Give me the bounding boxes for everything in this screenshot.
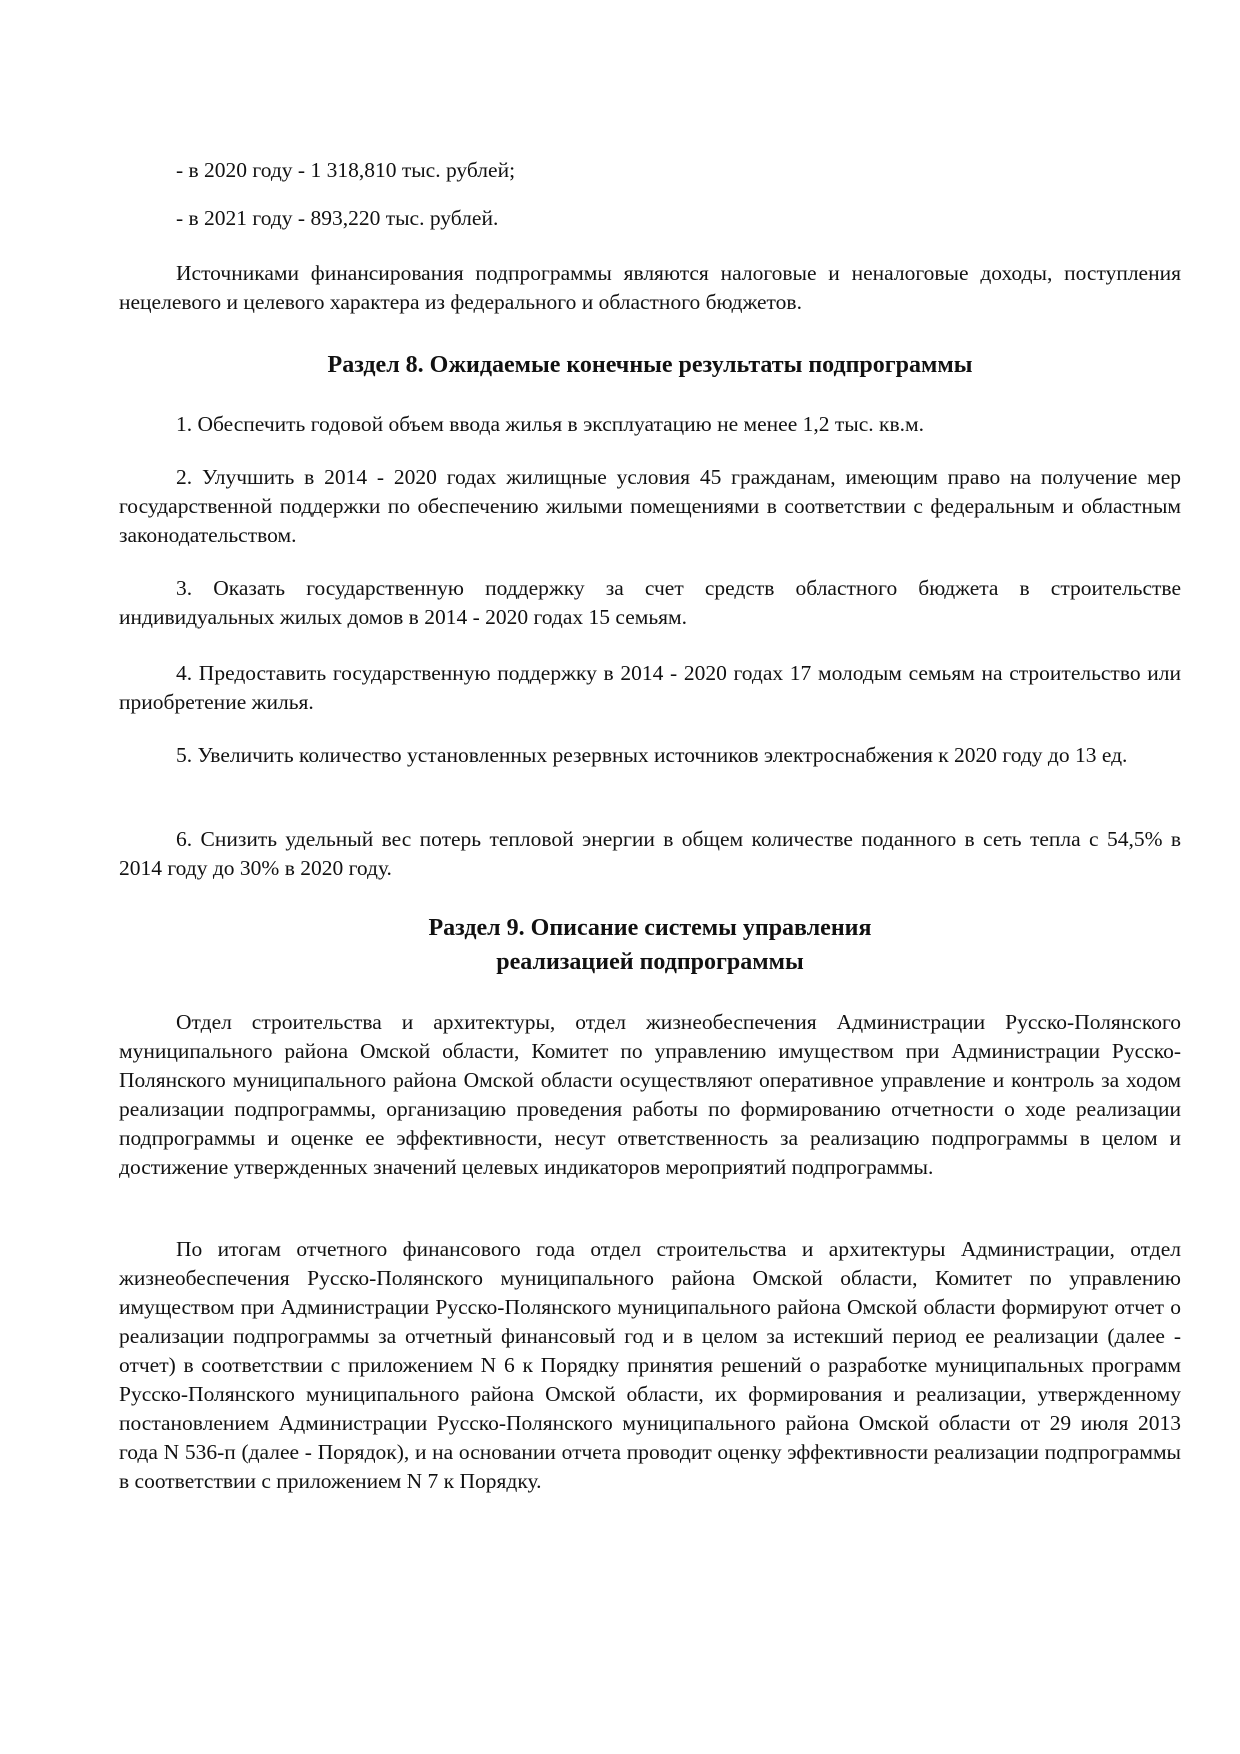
result-item-3: 3. Оказать государственную поддержку за счет средств областного бюджета в строительстве индивидуальных жилых домов в 2014 - 2020 годах 15 семьям. [119,576,1181,629]
section-8-heading: Раздел 8. Ожидаемые конечные результаты подпрограммы [327,352,973,378]
result-item-5: 5. Увеличить количество установленных резервных источников электроснабжения к 2020 году до 13 ед. [176,743,1128,767]
result-item-4: 4. Предоставить государственную поддержку в 2014 - 2020 годах 17 молодым семьям на строительство или приобретение жилья. [119,661,1181,714]
funding-2020: - в 2020 году - 1 318,810 тыс. рублей; [176,158,516,182]
funding-2021: - в 2021 году - 893,220 тыс. рублей. [176,206,499,230]
result-item-2: 2. Улучшить в 2014 - 2020 годах жилищные условия 45 гражданам, имеющим право на получение мер государственной поддержки по обеспечению жилыми помещениями в соответствии с федеральным и областным законодательством. [119,465,1181,547]
result-item-1: 1. Обеспечить годовой объем ввода жилья в эксплуатацию не менее 1,2 тыс. кв.м. [176,412,924,436]
section-9-heading-line1: Раздел 9. Описание системы управления [428,915,872,941]
result-item-6: 6. Снизить удельный вес потерь тепловой энергии в общем количестве поданного в сеть тепла с 54,5% в 2014 году до 30% в 2020 году. [119,827,1181,880]
management-paragraph: Отдел строительства и архитектуры, отдел жизнеобеспечения Администрации Русско-Полянского муниципального района Омской области, Комитет по управлению имуществом при Администрации Русско-Полянского муниципального района Омской области осуществляют оперативное управление и контроль за ходом реализации подпрограммы, организацию проведения работы по формированию отчетности о ходе реализации подпрограммы и оценке ее эффективности, несут ответственность за реализацию подпрограммы в целом и достижение утвержденных значений целевых индикаторов мероприятий подпрограммы. [119,1010,1181,1179]
reporting-paragraph: По итогам отчетного финансового года отдел строительства и архитектуры Администрации, отдел жизнеобеспечения Русско-Полянского муниципального района Омской области, Комитет по управлению имуществом при Администрации Русско-Полянского муниципального района Омской области формируют отчет о реализации подпрограммы за отчетный финансовый год и в целом за истекший период ее реализации (далее - отчет) в соответствии с приложением N 6 к Порядку принятия решений о разработке муниципальных программ Русско-Полянского муниципального района Омской области, их формирования и реализации, утвержденному постановлением Администрации Русско-Полянского муниципального района Омской области от 29 июля 2013 года N 536-п (далее - Порядок), и на основании отчета проводит оценку эффективности реализации подпрограммы в соответствии с приложением N 7 к Порядку. [119,1237,1181,1493]
funding-sources-paragraph: Источниками финансирования подпрограммы являются налоговые и неналоговые доходы, поступления нецелевого и целевого характера из федерального и областного бюджетов. [119,261,1181,314]
section-9-heading-line2: реализацией подпрограммы [496,949,804,975]
